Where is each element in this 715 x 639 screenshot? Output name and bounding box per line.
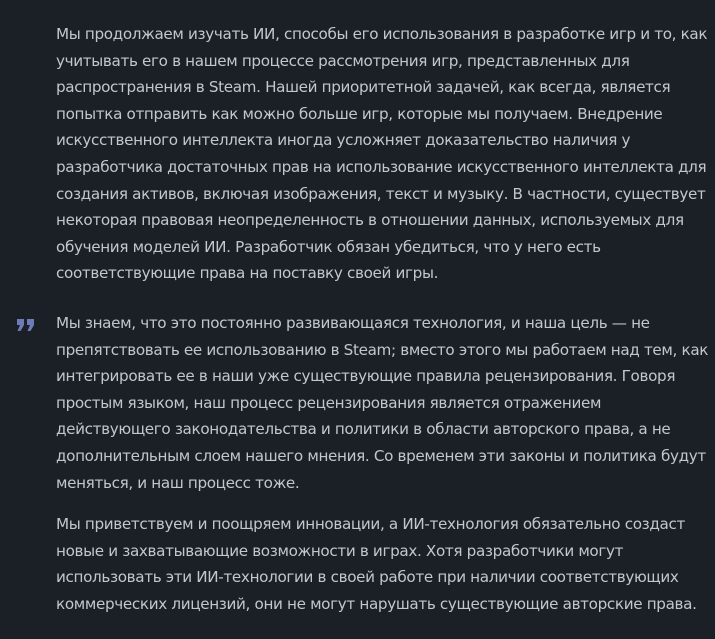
paragraph-quote [56,310,708,496]
text-line: коммерческих лицензий, они не могут нарушать существующие авторские права. [56,594,697,613]
text-line: простым языком, наш процесс рецензирования является отражением [56,393,602,412]
text-line: некоторая правовая неопределенность в отношении данных, используемых для [56,211,684,230]
text-line: Мы продолжаем изучать ИИ, способы его использования в разработке игр и то, как [56,25,708,43]
quote-mark-icon [16,319,36,331]
text-line: меняться, и наш процесс тоже. [56,473,300,492]
text-line: соответствующие права на поставку своей игры. [56,264,439,283]
text-line: попытка отправить как можно больше игр, которые мы получаем. Внедрение [56,104,663,123]
paragraph-closing [56,511,708,617]
text-line: действующего законодательства и политики в области авторского права, а не [56,420,671,439]
text-line: новые и захватывающие возможности в играх. Хотя разработчики могут [56,541,624,560]
text-line: Мы знаем, что это постоянно развивающаяся технология, и наша цель — не [56,314,650,332]
text-line: интегрировать ее в наши уже существующие правила рецензирования. Говоря [56,367,676,386]
text-line: дополнительным слоем нашего мнения. Со временем эти законы и политика будут [56,446,706,465]
text-line: учитывать его в нашем процессе рассмотрения игр, представленных для [56,51,630,70]
text-line: обучения моделей ИИ. Разработчик обязан убедиться, что у него есть [56,237,601,256]
text-line: искусственного интеллекта иногда усложняет доказательство наличия у [56,131,631,150]
text-line: распространения в Steam. Нашей приоритетной задачей, как всегда, является [56,78,671,97]
text-line: препятствовать ее использованию в Steam; вместо этого мы работаем над тем, как [56,340,709,359]
text-line: создания активов, включая изображения, текст и музыку. В частности, существует [56,184,706,203]
text-line: разработчика достаточных прав на использование искусственного интеллекта для [56,157,707,176]
text-line: Мы приветствуем и поощряем инновации, а ИИ-технология обязательно создаст [56,515,686,533]
paragraph-intro [56,21,708,287]
text-line: использовать эти ИИ-технологии в своей работе при наличии соответствующих [56,568,679,587]
